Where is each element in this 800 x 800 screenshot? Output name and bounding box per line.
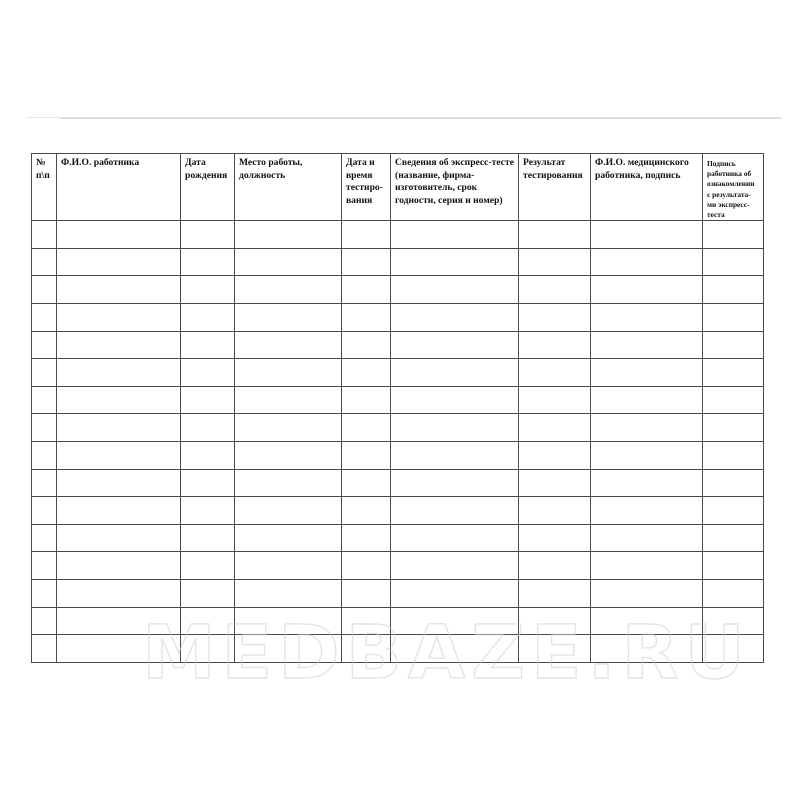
table-cell [32, 276, 57, 304]
table-row [32, 469, 764, 497]
table-row [32, 248, 764, 276]
table-cell [342, 386, 391, 414]
table-cell [519, 276, 591, 304]
table-cell [181, 552, 235, 580]
header-test-datetime: Дата и время тестиро-вания [342, 154, 391, 221]
table-row [32, 441, 764, 469]
table-cell [32, 221, 57, 249]
table-row [32, 276, 764, 304]
table-row [32, 359, 764, 387]
table-cell [181, 497, 235, 525]
table-cell [57, 359, 181, 387]
table-cell [703, 607, 764, 635]
table-cell [591, 497, 703, 525]
table-cell [703, 386, 764, 414]
table-cell [235, 469, 342, 497]
table-cell [235, 607, 342, 635]
table-cell [519, 635, 591, 663]
table-row [32, 331, 764, 359]
table-cell [391, 552, 519, 580]
table-cell [235, 359, 342, 387]
table-cell [591, 386, 703, 414]
table-cell [591, 579, 703, 607]
table-cell [181, 469, 235, 497]
table-cell [342, 579, 391, 607]
table-cell [591, 441, 703, 469]
table-cell [519, 441, 591, 469]
table-cell [342, 304, 391, 332]
table-cell [342, 248, 391, 276]
header-birth-date: Дата рождения [181, 154, 235, 221]
table-cell [519, 579, 591, 607]
table-cell [57, 331, 181, 359]
table-cell [591, 635, 703, 663]
table-cell [703, 331, 764, 359]
table-cell [703, 497, 764, 525]
table-cell [235, 331, 342, 359]
table-cell [57, 221, 181, 249]
table-cell [391, 221, 519, 249]
table-cell [181, 331, 235, 359]
table-cell [391, 331, 519, 359]
table-cell [57, 469, 181, 497]
table-cell [519, 221, 591, 249]
table-cell [391, 304, 519, 332]
table-cell [57, 552, 181, 580]
header-medical-worker: Ф.И.О. медицинского работника, подпись [591, 154, 703, 221]
table-cell [391, 359, 519, 387]
table-cell [235, 414, 342, 442]
header-number: № п\п [32, 154, 57, 221]
sheet-top-edge [60, 118, 782, 119]
table-cell [391, 497, 519, 525]
table-cell [391, 248, 519, 276]
table-cell [591, 524, 703, 552]
table-cell [391, 276, 519, 304]
header-test-result: Результат тестирования [519, 154, 591, 221]
table-cell [391, 441, 519, 469]
table-row [32, 304, 764, 332]
table-cell [342, 276, 391, 304]
table-cell [391, 579, 519, 607]
table-cell [519, 524, 591, 552]
table-cell [57, 607, 181, 635]
table-row [32, 524, 764, 552]
table-cell [591, 304, 703, 332]
table-cell [591, 469, 703, 497]
header-employee-name: Ф.И.О. работника [57, 154, 181, 221]
table-cell [32, 414, 57, 442]
table-cell [342, 524, 391, 552]
table-cell [703, 552, 764, 580]
table-cell [703, 469, 764, 497]
table-cell [57, 524, 181, 552]
table-cell [181, 221, 235, 249]
table-cell [235, 635, 342, 663]
table-row [32, 497, 764, 525]
table-cell [519, 359, 591, 387]
table-cell [181, 386, 235, 414]
table-cell [181, 248, 235, 276]
table-cell [703, 221, 764, 249]
table-cell [703, 579, 764, 607]
table-cell [591, 359, 703, 387]
table-cell [703, 359, 764, 387]
table-cell [235, 276, 342, 304]
table-cell [32, 469, 57, 497]
table-cell [57, 248, 181, 276]
table-cell [342, 635, 391, 663]
table-cell [235, 221, 342, 249]
table-cell [32, 635, 57, 663]
header-row [32, 154, 764, 221]
table-cell [57, 635, 181, 663]
table-cell [519, 331, 591, 359]
table-cell [32, 552, 57, 580]
table-cell [342, 221, 391, 249]
table-cell [703, 304, 764, 332]
table-cell [591, 276, 703, 304]
table-cell [181, 359, 235, 387]
table-cell [342, 359, 391, 387]
table-cell [391, 635, 519, 663]
table-cell [591, 248, 703, 276]
table-cell [391, 469, 519, 497]
table-row [32, 635, 764, 663]
table-cell [519, 386, 591, 414]
table-cell [235, 441, 342, 469]
testing-journal-table [31, 153, 764, 663]
table-cell [591, 331, 703, 359]
table-cell [342, 607, 391, 635]
table-row [32, 607, 764, 635]
table-cell [32, 304, 57, 332]
table-cell [181, 414, 235, 442]
table-cell [57, 304, 181, 332]
table-cell [235, 248, 342, 276]
table-cell [57, 579, 181, 607]
table-cell [342, 469, 391, 497]
table-cell [519, 248, 591, 276]
table-cell [591, 552, 703, 580]
table-cell [519, 469, 591, 497]
table-cell [342, 441, 391, 469]
table-cell [181, 304, 235, 332]
table-cell [235, 579, 342, 607]
table-row [32, 414, 764, 442]
table-cell [57, 497, 181, 525]
table-cell [391, 607, 519, 635]
table-row [32, 221, 764, 249]
table-cell [591, 221, 703, 249]
table-cell [32, 497, 57, 525]
table-cell [703, 414, 764, 442]
table-cell [32, 607, 57, 635]
table-cell [32, 386, 57, 414]
table-cell [57, 441, 181, 469]
table-cell [57, 414, 181, 442]
table-cell [391, 414, 519, 442]
table-cell [342, 331, 391, 359]
table-cell [235, 304, 342, 332]
table-row [32, 552, 764, 580]
table-cell [591, 414, 703, 442]
header-express-test-info: Сведения об экспресс-тесте (название, фирма-изготовитель, срок годности, серия и номер) [391, 154, 519, 221]
table-cell [235, 524, 342, 552]
table-cell [181, 579, 235, 607]
table-body [32, 221, 764, 663]
table-cell [181, 607, 235, 635]
table-cell [32, 441, 57, 469]
table-cell [235, 386, 342, 414]
table-cell [703, 276, 764, 304]
table-cell [703, 524, 764, 552]
table-cell [181, 524, 235, 552]
table-cell [32, 248, 57, 276]
table-cell [32, 579, 57, 607]
table-cell [391, 386, 519, 414]
table-row [32, 579, 764, 607]
table-cell [181, 635, 235, 663]
table-cell [519, 304, 591, 332]
table-cell [519, 607, 591, 635]
table-cell [342, 497, 391, 525]
table-cell [519, 497, 591, 525]
table-cell [391, 524, 519, 552]
table-cell [32, 359, 57, 387]
table-cell [591, 607, 703, 635]
table-cell [342, 414, 391, 442]
table-cell [32, 331, 57, 359]
table-cell [181, 276, 235, 304]
header-workplace-position: Место работы, должность [235, 154, 342, 221]
header-employee-signature: Подпись работника об ознакомлении с результата-ми экспресс-теста [703, 154, 764, 221]
table-cell [703, 441, 764, 469]
table-cell [703, 635, 764, 663]
table-cell [519, 414, 591, 442]
table-cell [235, 497, 342, 525]
table-cell [703, 248, 764, 276]
table-cell [342, 552, 391, 580]
table-cell [57, 276, 181, 304]
table-cell [57, 386, 181, 414]
table-cell [181, 441, 235, 469]
table-cell [235, 552, 342, 580]
table-row [32, 386, 764, 414]
table-cell [519, 552, 591, 580]
table-cell [32, 524, 57, 552]
